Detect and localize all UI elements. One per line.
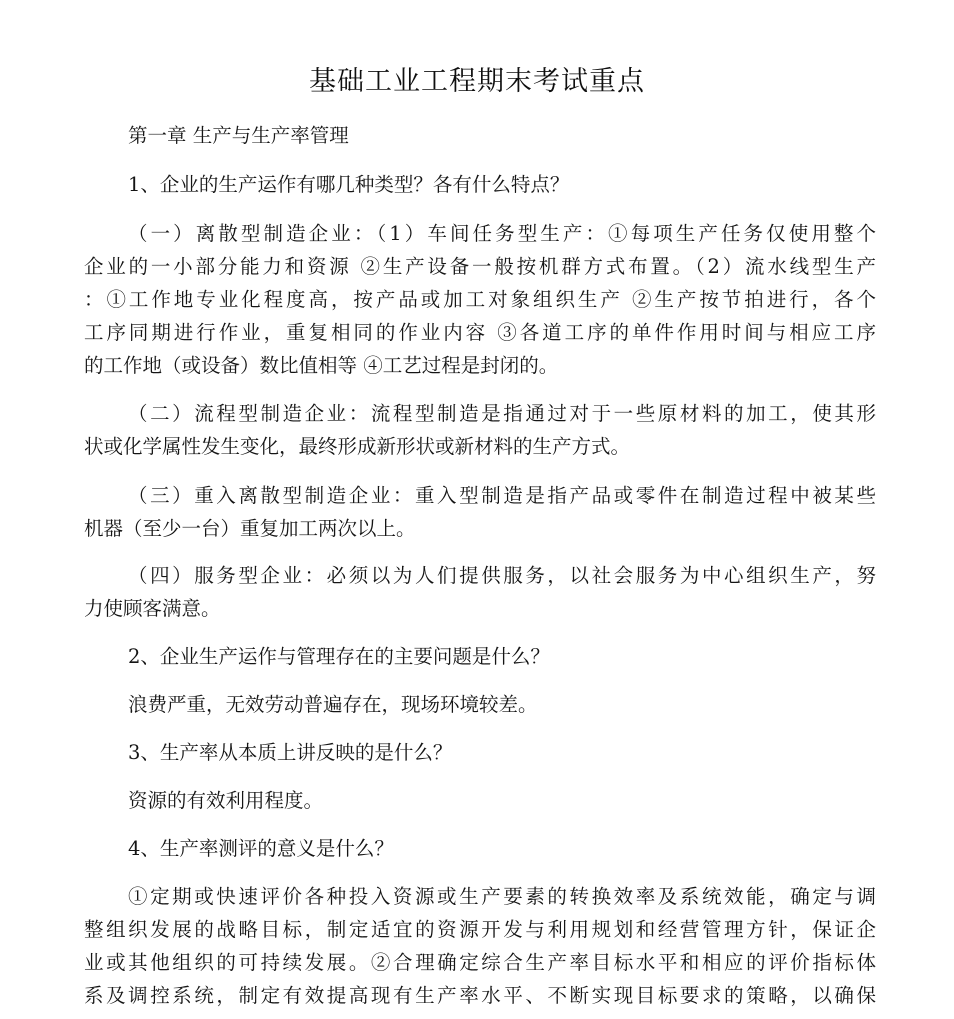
question-4: 4、生产率测评的意义是什么？ <box>128 837 394 860</box>
paragraph-5-line-3: 业或其他组织的可持续发展。②合理确定综合生产率目标水平和相应的评价指标体 <box>84 951 876 974</box>
paragraph-5-line-1: ①定期或快速评价各种投入资源或生产要素的转换效率及系统效能，确定与调 <box>128 885 876 908</box>
paragraph-1-line-5: 的工作地（或设备）数比值相等 ④工艺过程是封闭的。 <box>84 354 559 377</box>
paragraph-4-line-2: 力使顾客满意。 <box>84 597 221 620</box>
paragraph-3-line-1: （三）重入离散型制造企业：重入型制造是指产品或零件在制造过程中被某些 <box>128 484 876 507</box>
paragraph-4-line-1: （四）服务型企业：必须以为人们提供服务，以社会服务为中心组织生产，努 <box>128 564 876 587</box>
answer-3: 资源的有效利用程度。 <box>128 789 324 812</box>
answer-2: 浪费严重，无效劳动普遍存在，现场环境较差。 <box>128 693 538 716</box>
paragraph-5-line-2: 整组织发展的战略目标，制定适宜的资源开发与利用规划和经营管理方针，保证企 <box>84 918 876 941</box>
paragraph-2-line-1: （二）流程型制造企业：流程型制造是指通过对于一些原材料的加工，使其形 <box>128 402 876 425</box>
question-1: 1、企业的生产运作有哪几种类型？各有什么特点？ <box>128 173 570 196</box>
question-2: 2、企业生产运作与管理存在的主要问题是什么？ <box>128 645 550 668</box>
paragraph-5-line-4: 系及调控系统，制定有效提高现有生产率水平、不断实现目标要求的策略，以确保 <box>84 984 876 1007</box>
paragraph-1-line-3: ：①工作地专业化程度高，按产品或加工对象组织生产 ②生产按节拍进行，各个 <box>84 288 876 311</box>
paragraph-3-line-2: 机器（至少一台）重复加工两次以上。 <box>84 517 416 540</box>
question-3: 3、生产率从本质上讲反映的是什么？ <box>128 741 453 764</box>
chapter-heading: 第一章 生产与生产率管理 <box>128 124 349 147</box>
paragraph-1-line-2: 企业的一小部分能力和资源 ②生产设备一般按机群方式布置。（2）流水线型生产 <box>84 255 876 278</box>
paragraph-2-line-2: 状或化学属性发生变化，最终形成新形状或新材料的生产方式。 <box>84 435 631 458</box>
document-title: 基础工业工程期末考试重点 <box>309 66 645 97</box>
paragraph-1-line-1: （一）离散型制造企业：（1）车间任务型生产：①每项生产任务仅使用整个 <box>128 222 876 245</box>
paragraph-1-line-4: 工序同期进行作业，重复相同的作业内容 ③各道工序的单件作用时间与相应工序 <box>84 321 876 344</box>
